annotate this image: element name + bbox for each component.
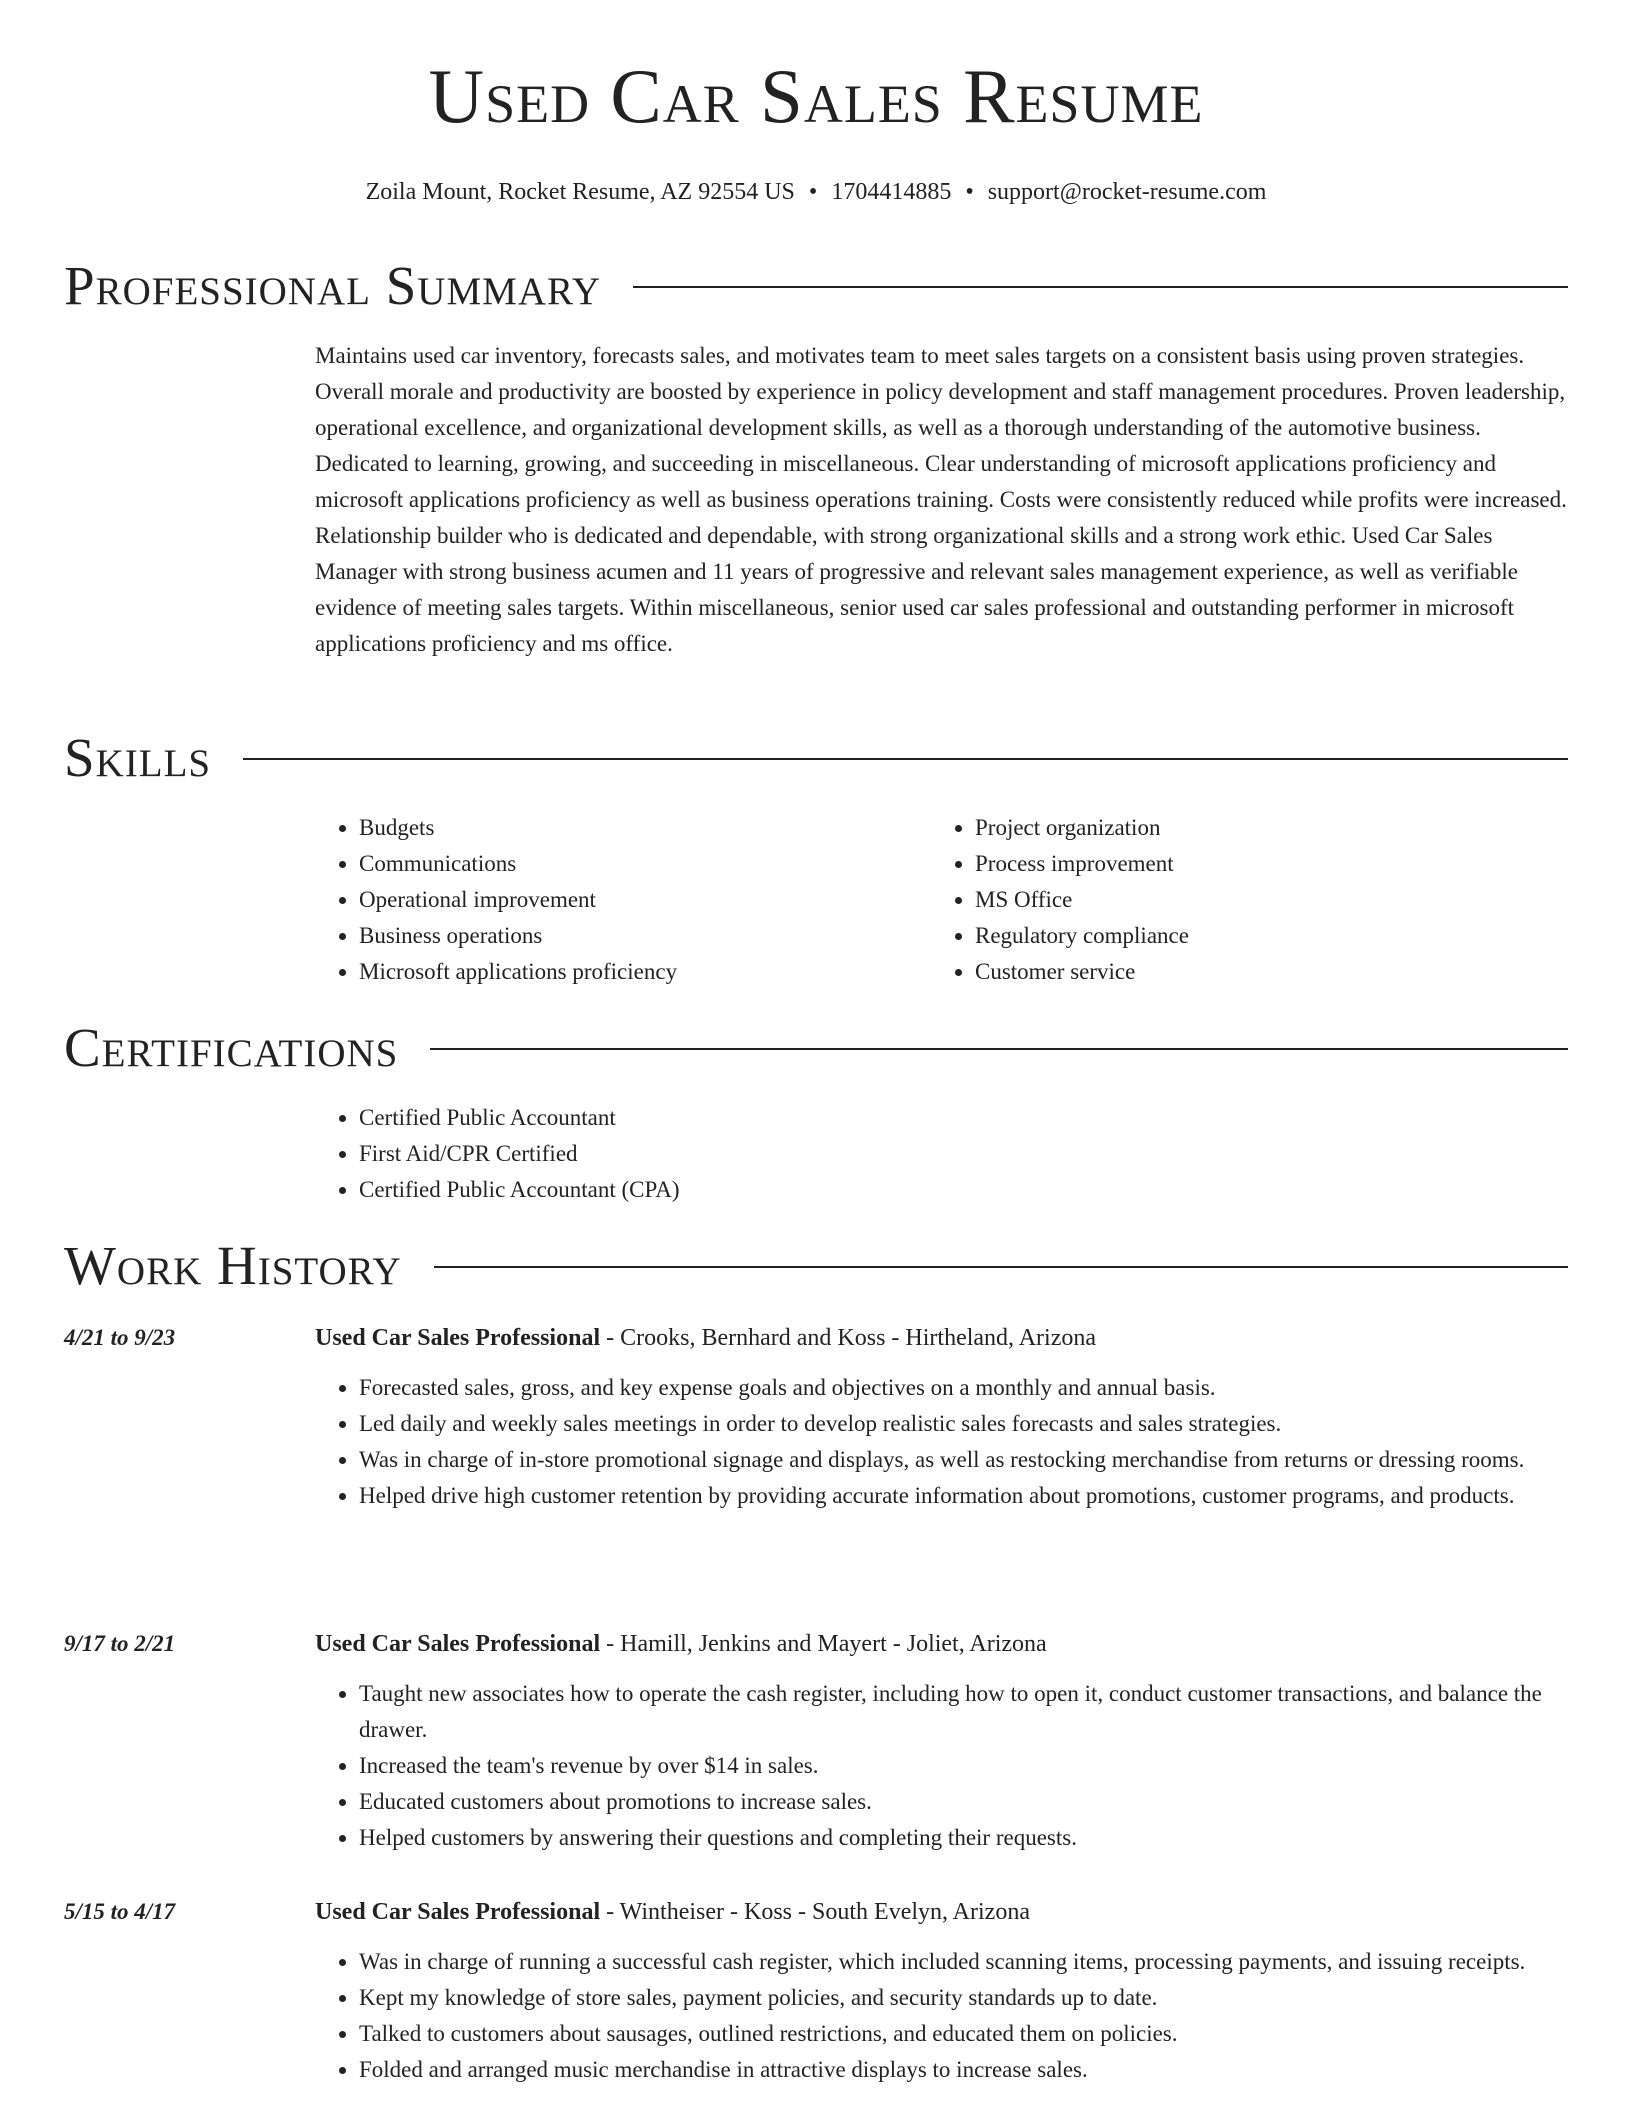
skills-list-left bbox=[315, 810, 931, 990]
job-employer: - Wintheiser - Koss - South Evelyn, Arizona bbox=[600, 1899, 1030, 1925]
certifications-heading: Certifications bbox=[64, 1017, 399, 1078]
job-bullets bbox=[315, 1676, 1568, 1856]
work-history-section-header bbox=[64, 1234, 1568, 1298]
job-heading bbox=[315, 1626, 1568, 1662]
skill-item: • Operational improvement bbox=[359, 882, 931, 918]
job-bullet: • Was in charge of running a successful cash register, which included scanning items, processing payments, and issuing receipts. bbox=[359, 1944, 1568, 1980]
job-employer: - Crooks, Bernhard and Koss - Hirtheland, Arizona bbox=[600, 1325, 1097, 1351]
contact-separator: • bbox=[965, 179, 974, 205]
job-bullet: • Helped drive high customer retention by providing accurate information about promotions, customer programs, and products. bbox=[359, 1478, 1568, 1514]
skills-columns bbox=[315, 810, 1568, 990]
job-heading bbox=[315, 1894, 1568, 1930]
contact-email: support@rocket-resume.com bbox=[987, 179, 1267, 205]
section-divider bbox=[243, 758, 1568, 760]
resume-title: Used Car Sales Resume bbox=[428, 53, 1204, 139]
skill-item: • Process improvement bbox=[975, 846, 1547, 882]
job-bullet: • Kept my knowledge of store sales, payment policies, and security standards up to date. bbox=[359, 1980, 1568, 2016]
certifications-section-header bbox=[64, 1016, 1568, 1080]
job-title: Used Car Sales Professional bbox=[315, 1325, 601, 1351]
job-bullet: • Folded and arranged music merchandise in attractive displays to increase sales. bbox=[359, 2052, 1568, 2088]
job-dates: 5/15 to 4/17 bbox=[64, 1899, 176, 1924]
certification-item: • Certified Public Accountant (CPA) bbox=[359, 1172, 679, 1208]
job-bullet: • Educated customers about promotions to increase sales. bbox=[359, 1784, 1568, 1820]
skills-list-right bbox=[931, 810, 1547, 990]
summary-text: Maintains used car inventory, forecasts sales, and motivates team to meet sales targets on a consistent basis using proven strategies. Overall morale and productivity are boosted by experience in policy development and staff management procedures. Proven leadership, operational excellence, and organizational development skills, as well as a thorough understanding of the automotive business. Dedicated to learning, growing, and succeeding in miscellaneous. Clear understanding of microsoft applications proficiency and microsoft applications proficiency as well as business operations training. Costs were consistently reduced while profits were increased. Relationship builder who is dedicated and dependable, with strong organizational skills and a strong work ethic. Used Car Sales Manager with strong business acumen and 11 years of progressive and relevant sales management experience, as well as verifiable evidence of meeting sales targets. Within miscellaneous, senior used car sales professional and outstanding performer in microsoft applications proficiency and ms office. bbox=[315, 343, 1567, 656]
skills-heading: Skills bbox=[64, 727, 212, 788]
work-history-heading: Work History bbox=[64, 1235, 402, 1296]
job-title: Used Car Sales Professional bbox=[315, 1899, 601, 1925]
job-employer: - Hamill, Jenkins and Mayert - Joliet, Arizona bbox=[600, 1631, 1047, 1657]
skill-item: • Microsoft applications proficiency bbox=[359, 954, 931, 990]
skill-item: • Business operations bbox=[359, 918, 931, 954]
section-divider bbox=[430, 1048, 1568, 1050]
skills-section-header bbox=[64, 726, 1568, 790]
contact-line bbox=[0, 176, 1632, 208]
section-divider bbox=[434, 1266, 1568, 1268]
job-bullet: • Forecasted sales, gross, and key expense goals and objectives on a monthly and annual basis. bbox=[359, 1370, 1568, 1406]
contact-address: Zoila Mount, Rocket Resume, AZ 92554 US bbox=[365, 179, 795, 205]
skill-item: • Project organization bbox=[975, 810, 1547, 846]
job-entry bbox=[64, 1894, 1568, 2088]
job-entry bbox=[64, 1320, 1568, 1514]
job-dates: 9/17 to 2/21 bbox=[64, 1631, 176, 1656]
job-title: Used Car Sales Professional bbox=[315, 1631, 601, 1657]
contact-separator: • bbox=[808, 179, 818, 205]
skill-item: • Regulatory compliance bbox=[975, 918, 1547, 954]
skill-item: • Budgets bbox=[359, 810, 931, 846]
job-bullets bbox=[315, 1370, 1568, 1514]
job-bullet: • Led daily and weekly sales meetings in order to develop realistic sales forecasts and sales strategies. bbox=[359, 1406, 1568, 1442]
certifications-list bbox=[315, 1100, 679, 1208]
job-bullet: • Was in charge of in-store promotional signage and displays, as well as restocking merchandise from returns or dressing rooms. bbox=[359, 1442, 1568, 1478]
job-bullets bbox=[315, 1944, 1568, 2088]
job-entry bbox=[64, 1626, 1568, 1856]
job-bullet: • Talked to customers about sausages, outlined restrictions, and educated them on policies. bbox=[359, 2016, 1568, 2052]
certification-item: • Certified Public Accountant bbox=[359, 1100, 679, 1136]
skill-item: • Customer service bbox=[975, 954, 1547, 990]
summary-section-header bbox=[64, 254, 1568, 318]
job-dates: 4/21 to 9/23 bbox=[64, 1325, 176, 1350]
job-bullet: • Helped customers by answering their questions and completing their requests. bbox=[359, 1820, 1568, 1856]
job-bullet: • Increased the team's revenue by over $14 in sales. bbox=[359, 1748, 1568, 1784]
certification-item: • First Aid/CPR Certified bbox=[359, 1136, 679, 1172]
contact-phone: 1704414885 bbox=[831, 179, 952, 205]
job-heading bbox=[315, 1320, 1568, 1356]
summary-heading: Professional Summary bbox=[64, 255, 602, 316]
skill-item: • Communications bbox=[359, 846, 931, 882]
section-divider bbox=[633, 286, 1568, 288]
skill-item: • MS Office bbox=[975, 882, 1547, 918]
job-bullet: • Taught new associates how to operate the cash register, including how to open it, conduct customer transactions, and balance the drawer. bbox=[359, 1676, 1568, 1748]
